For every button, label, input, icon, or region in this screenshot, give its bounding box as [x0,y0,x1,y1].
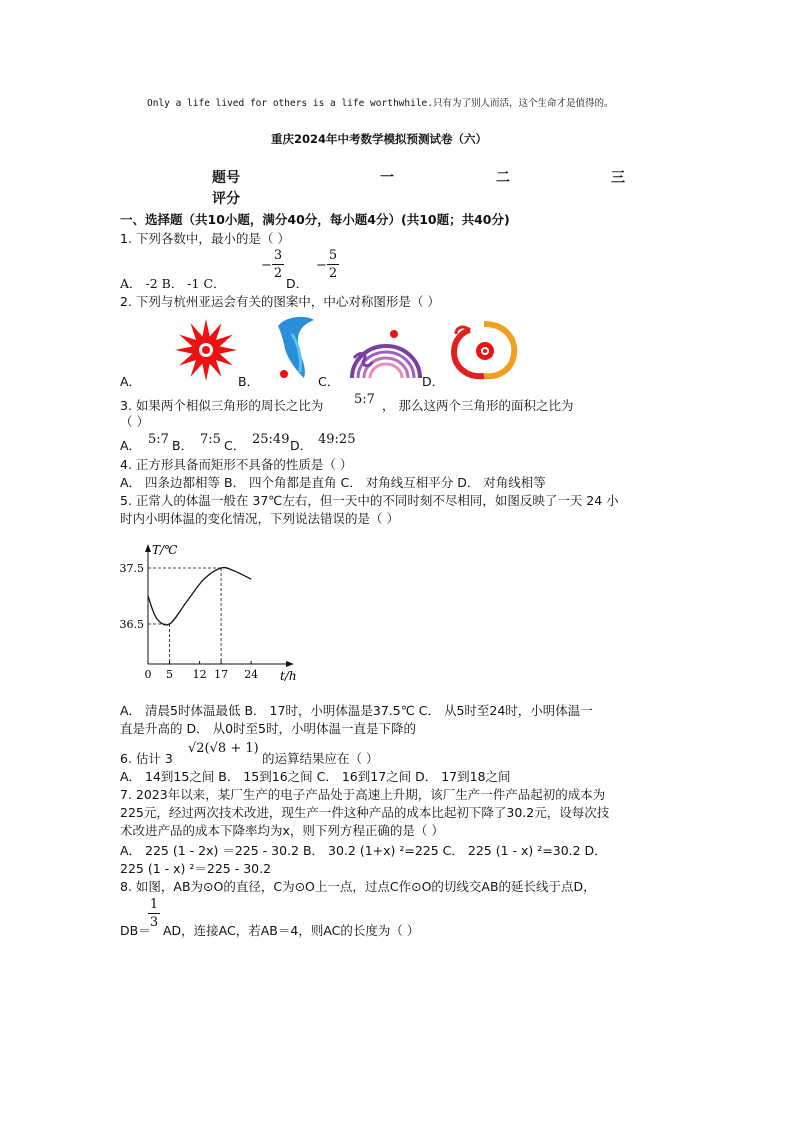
q7-line2: 225元，经过两次技术改进，现生产一件这种产品的成本比起初下降了30.2元，设每次技 [120,805,610,820]
q8-line2: AD，连接AC，若AB＝4，则AC的长度为（ ） [163,923,420,938]
x-tick-label: 24 [244,668,259,681]
q5-options-line2: 直是升高的 D． 从0时至5时，小明体温一直是下降的 [120,721,416,736]
frac-bar [272,264,284,265]
q2-option-d-label: D． [422,374,445,389]
q1-fracD [327,248,339,281]
frac-bar [327,264,339,265]
q6-expression: √2(√8 + 1) [188,741,259,756]
q3-option-b-value: 7:5 [200,432,221,447]
q4-options: A． 四条边都相等 B． 四个角都是直角 C． 对角线互相平分 D． 对角线相等 [120,475,546,490]
q7-options-line2: 225 (1 - x) ²＝225 - 30.2 [120,861,272,876]
q2-stem: 2. 下列与杭州亚运会有关的图案中，中心对称图形是（ ） [120,294,440,309]
q3-option-a-value: 5:7 [148,432,169,447]
x-axis-label: t/h [280,669,297,683]
q3-stem-a: 3. 如果两个相似三角形的周长之比为 [120,398,324,413]
q1-option-d-label: D． [286,276,309,291]
x-tick-label: 5 [166,668,173,681]
q7-line1: 7. 2023年以来，某厂生产的电子产品处于高速上升期，该厂生产一件产品起初的成本为 [120,787,606,802]
page-title: 重庆2024年中考数学模拟预测试卷（六） [271,132,488,146]
q3-option-c-value: 25:49 [252,432,290,447]
temperature-curve [148,568,251,625]
y-axis-label: T/℃ [152,543,178,557]
arc-emblem-icon [348,328,422,382]
q8-fraction [148,897,160,930]
q1-fracC-sign: − [261,258,272,273]
q3-stem-b: ， 那么这两个三角形的面积之比为 [382,398,574,413]
q3-option-d-label: D． [290,438,313,453]
q7-line3: 术改进产品的成本下降率均为x，则下列方程正确的是（ ） [120,823,444,838]
q1-options: A． -2 B． -1 C． [120,276,226,291]
temperature-chart [112,542,312,684]
motto: Only a life lived for others is a life worthwhile.只有为了别人而活，这个生命才是值得的。 [147,98,614,109]
x-tick-label: 17 [214,668,229,681]
q4-stem: 4. 正方形具备而矩形不具备的性质是（ ） [120,457,353,472]
q6-stem-b: 的运算结果应在（ ） [262,751,379,766]
q3-option-c-label: C． [224,438,246,453]
q1-fracC-num: 3 [273,248,283,263]
q6-stem-a: 6. 估计 3 [120,751,173,766]
q3-ratio: 5:7 [354,392,375,407]
q7-options-line1: A． 225 (1 - 2x) ＝225 - 30.2 B． 30.2 (1+x) ²=225 C． 225 (1 - x) ²=30.2 D． [120,843,607,858]
q1-stem: 1. 下列各数中，最小的是（ ） [120,231,290,246]
q8-frac-den: 3 [149,915,159,930]
score-row2-label: 评分 [212,191,240,207]
q3-option-d-value: 49:25 [318,432,356,447]
x-tick-label: 12 [192,668,207,681]
q5-options-line1: A． 清晨5时体温最低 B． 17时，小明体温是37.5℃ C． 从5时至24时，小明体温一 [120,703,593,718]
frac-bar [148,913,160,914]
q1-fracC [272,248,284,281]
q1-fracD-num: 5 [328,248,338,263]
y-tick-label: 37.5 [119,562,144,575]
y-axis-arrow [145,544,151,552]
q5-stem-line2: 时内小明体温的变化情况，下列说法错误的是（ ） [120,511,399,526]
tail-emblem-icon [268,314,320,382]
q8-frac-num: 1 [149,897,159,912]
section-heading: 一、选择题（共10小题，满分40分，每小题4分）(共10题；共40分) [120,212,510,227]
q3-option-b-label: B． [172,438,194,453]
q8-line1: 8. 如图，AB为⊙O的直径，C为⊙O上一点，过点C作⊙O的切线交AB的延长线于点D， [120,879,596,894]
q2-option-a-label: A． [120,374,142,389]
score-col-1: 一 [380,170,394,186]
q6-options: A． 14到15之间 B． 15到16之间 C． 16到17之间 D． 17到18之间 [120,769,511,784]
q8-db-label: DB＝ [120,923,151,938]
q1-fracD-sign: − [316,258,327,273]
q1-fracD-den: 2 [328,266,338,281]
dragon-emblem-icon [448,320,520,382]
q2-option-c-label: C． [318,374,340,389]
q3-option-a-label: A． [120,438,142,453]
score-col-3: 三 [611,170,625,186]
q5-stem-line1: 5. 正常人的体温一般在 37℃左右，但一天中的不同时刻不尽相同，如图反映了一天 24 小 [120,493,619,508]
score-col-2: 二 [496,170,510,186]
q1-fracC-den: 2 [273,266,283,281]
sun-emblem-icon [172,318,242,382]
y-tick-label: 36.5 [119,618,144,631]
x-axis-arrow [286,661,294,667]
q2-option-b-label: B． [238,374,260,389]
score-row-label: 题号 [212,170,240,186]
x-tick-label: 0 [144,668,152,681]
q3-paren: （ ） [120,414,149,429]
